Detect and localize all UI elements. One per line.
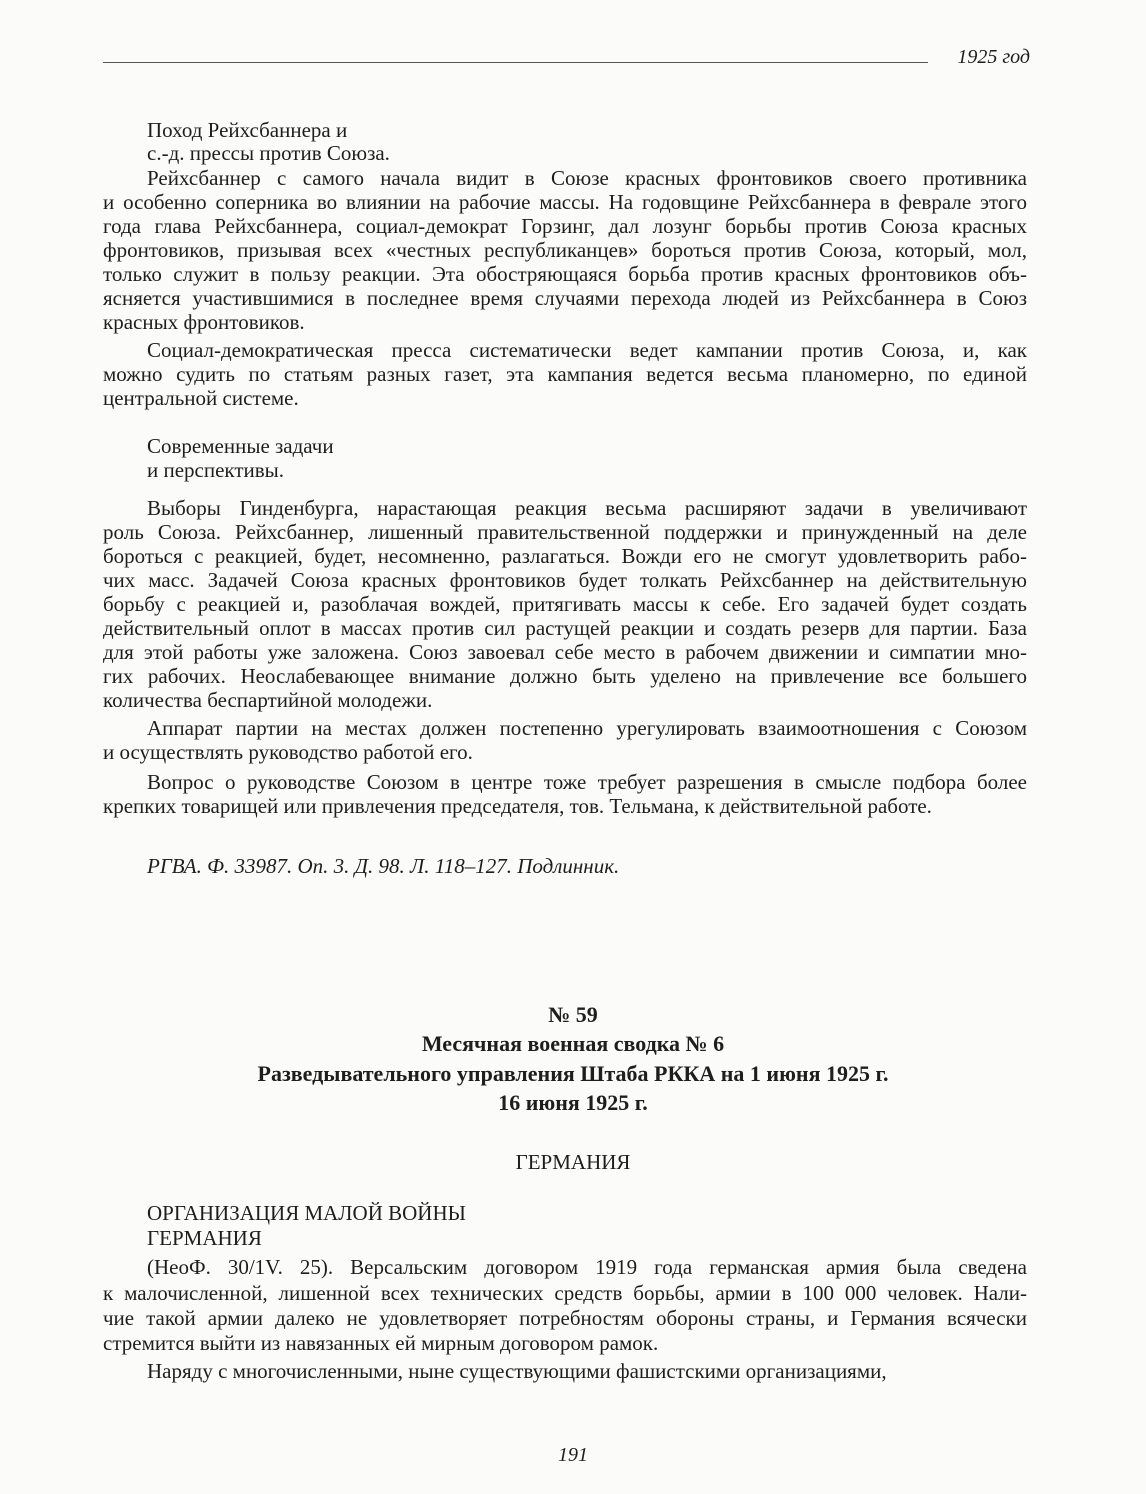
paragraph-line: Выборы Гинденбурга, нарастающая реакция весьма расширяют задачи в увеличивают — [147, 496, 1027, 520]
paragraph-line: количества беспартийной молодежи. — [103, 688, 433, 712]
side-heading-line: Современные задачи — [147, 434, 334, 458]
paragraph-line: центральной системе. — [103, 386, 299, 410]
source-citation: РГВА. Ф. 33987. Оп. 3. Д. 98. Л. 118–127. Подлинник. — [147, 854, 620, 878]
paragraph-line: к малочисленной, лишенной всех технических средств борьбы, армии в 100 000 человек. Нали- — [103, 1281, 1027, 1305]
paragraph-line: ясняется участившимися в последнее время случаями перехода людей из Рейхсбаннера в Союз — [103, 286, 1027, 310]
side-heading-line: Поход Рейхсбаннера и — [147, 118, 348, 142]
paragraph-line: Аппарат партии на местах должен постепенно урегулировать взаимоотношения с Союзом — [147, 716, 1027, 740]
paragraph-line: Рейхсбаннер с самого начала видит в Союзе красных фронтовиков своего противника — [147, 166, 1027, 190]
paragraph-line: Социал-демократическая пресса систематически ведет кампании против Союза, и, как — [147, 338, 1027, 362]
paragraph-line: фронтовиков, призывая всех «честных республиканцев» бороться против Союза, который, мол, — [103, 238, 1027, 262]
document-title-line: № 59 — [548, 1002, 598, 1027]
document-title-line: 16 июня 1925 г. — [498, 1090, 648, 1115]
document-title-line: Месячная военная сводка № 6 — [421, 1031, 725, 1056]
paragraph-line: и особенно соперника во влиянии на рабочие массы. На годовщине Рейхсбаннера в феврале этого — [103, 190, 1027, 214]
subheading-line: ОРГАНИЗАЦИЯ МАЛОЙ ВОЙНЫ — [147, 1201, 466, 1225]
paragraph-line: можно судить по статьям разных газет, эта кампания ведется весьма планомерно, по единой — [103, 362, 1027, 386]
section-heading: ГЕРМАНИЯ — [515, 1150, 631, 1174]
paragraph-line: Вопрос о руководстве Союзом в центре тоже требует разрешения в смысле подбора более — [147, 770, 1027, 794]
paragraph-line: чих масс. Задачей Союза красных фронтовиков будет толкать Рейхсбаннер на действительную — [103, 568, 1027, 592]
header-rule — [103, 62, 928, 63]
paragraph-line: бороться с реакцией, будет, несомненно, разлагаться. Вожди его не смогут удовлетворить рабо- — [103, 544, 1027, 568]
side-heading-line: с.-д. прессы против Союза. — [147, 141, 390, 165]
paragraph-line: гих рабочих. Неослабевающее внимание должно быть уделено на привлечение все большего — [103, 664, 1027, 688]
paragraph-line: красных фронтовиков. — [103, 310, 305, 334]
side-heading-line: и перспективы. — [147, 458, 285, 482]
paragraph-line: Наряду с многочисленными, ныне существующими фашистскими организациями, — [147, 1359, 887, 1383]
subheading-line: ГЕРМАНИЯ — [147, 1226, 262, 1250]
paragraph-line: и осуществлять руководство работой его. — [103, 740, 473, 764]
paragraph-line: действительный оплот в массах против сил растущей реакции и создать резерв для партии. База — [103, 616, 1027, 640]
paragraph-line: года глава Рейхсбаннера, социал-демократ Горзинг, дал лозунг борьбы против Союза красных — [103, 214, 1027, 238]
paragraph-line: (НеоФ. 30/1V. 25). Версальским договором 1919 года германская армия была сведена — [147, 1255, 1027, 1279]
paragraph-line: крепких товарищей или привлечения председателя, тов. Тельмана, к действительной работе. — [103, 794, 932, 818]
paragraph-line: чие такой армии далеко не удовлетворяет потребностям обороны страны, и Германия всячески — [103, 1306, 1027, 1330]
page-number: 191 — [558, 1444, 588, 1466]
running-header: 1925 год — [957, 46, 1030, 68]
paragraph-line: для этой работы уже заложена. Союз завоевал себе место в рабочем движении и симпатии мно- — [103, 640, 1027, 664]
document-title-line: Разведывательного управления Штаба РККА на 1 июня 1925 г. — [257, 1061, 889, 1086]
paragraph-line: только служит в пользу реакции. Эта обостряющаяся борьба против красных фронтовиков объ- — [103, 262, 1027, 286]
paragraph-line: роль Союза. Рейхсбаннер, лишенный правительственной поддержки и принужденный на деле — [103, 520, 1027, 544]
paragraph-line: стремится выйти из навязанных ей мирным договором рамок. — [103, 1331, 659, 1355]
paragraph-line: борьбу с реакцией и, разоблачая вождей, притягивать массы к себе. Его задачей будет создать — [103, 592, 1027, 616]
